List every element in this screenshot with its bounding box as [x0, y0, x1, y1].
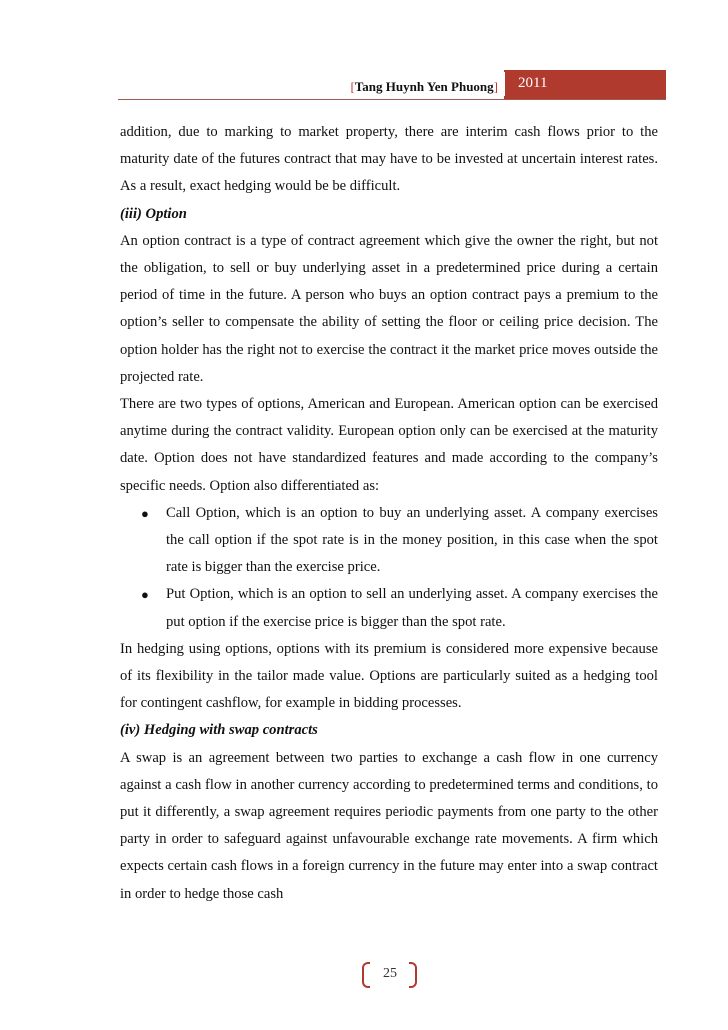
list-item-put-option [120, 581, 658, 635]
list-item-text: Call Option, which is an option to buy an underlying asset. A company exercises the call option if the spot rate is in the money position, in this case when the spot rate is bigger than the exercise price. [166, 504, 658, 576]
header-author-name: Tang Huynh Yen Phuong [354, 79, 494, 94]
page-footer [0, 960, 728, 1000]
heading-swap: (iv) Hedging with swap contracts [120, 722, 318, 739]
paragraph-option-types: There are two types of options, American and European. American option can be exercised anytime during the contract validity. European option only can be exercised at the maturity date. Option does not have standardized features and made according to the company’s specific needs. Option also differentiated as: [120, 396, 658, 494]
header-author [350, 79, 498, 95]
header-year-box [504, 70, 666, 99]
option-types-list [120, 500, 658, 636]
bullet-icon: ● [141, 505, 149, 521]
paragraph-options-hedging: In hedging using options, options with its premium is considered more expensive because of its flexibility in the tailor made value. Options are particularly suited as a hedging tool for contingent cashflow, for example in bidding processes. [120, 640, 658, 712]
header-divider [118, 99, 666, 100]
left-brace-icon [362, 962, 370, 988]
paragraph-swap-definition: A swap is an agreement between two parties to exchange a cash flow in one currency against a cash flow in another currency according to predetermined terms and conditions, to put it differently, a swap agreement requires periodic payments from one party to the other party in order to safeguard against unfavourable exchange rate movements. A firm which expects certain cash flows in a foreign currency in the future may enter into a swap contract in order to hedge those cash [120, 749, 658, 902]
paragraph-futures-end: addition, due to marking to market property, there are interim cash flows prior to the maturity date of the futures contract that may have to be invested at uncertain interest rates. As a result, exact hedging would be be difficult. [120, 124, 658, 195]
list-item-call-option [120, 500, 658, 582]
paragraph-option-definition: An option contract is a type of contract agreement which give the owner the right, but not the obligation, to sell or buy underlying asset in a predetermined price during a certain period of time in the future. A person who buys an option contract pays a premium to the option’s seller to compensate the ability of setting the floor or ceiling price decision. The option holder has the right not to exercise the contract it the market price moves outside the projected rate. [120, 232, 658, 385]
page-number: 25 [383, 966, 397, 981]
heading-option: (iii) Option [120, 205, 187, 222]
header-year: 2011 [518, 75, 548, 91]
page-body [120, 119, 658, 908]
right-brace-icon [409, 962, 417, 988]
header-bracket-open: [ [350, 79, 355, 94]
page-header [118, 70, 666, 100]
bullet-icon: ● [141, 587, 149, 603]
list-item-text: Put Option, which is an option to sell an underlying asset. A company exercises the put option if the exercise price is bigger than the spot rate. [166, 586, 658, 630]
header-bracket-close: ] [493, 79, 498, 94]
